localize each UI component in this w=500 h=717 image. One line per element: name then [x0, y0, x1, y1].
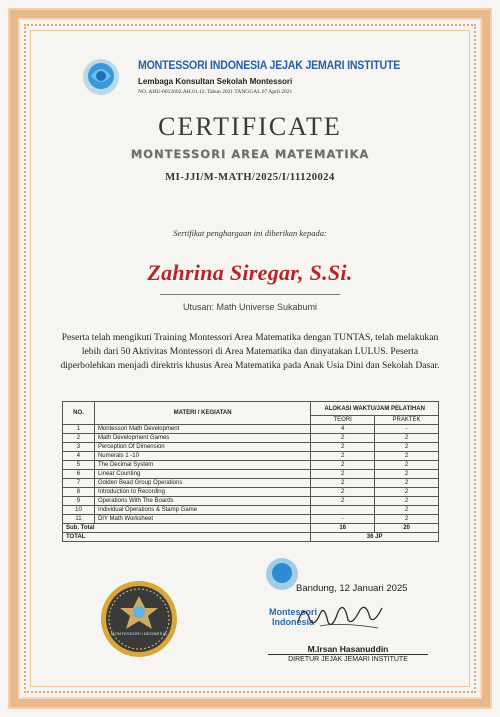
subtotal-praktek: 20 [375, 524, 439, 533]
subtotal-teori: 16 [311, 524, 375, 533]
table-row [63, 497, 439, 506]
certificate-subtitle: MONTESSORI AREA MATEMATIKA [130, 147, 370, 161]
row-praktek: 2 [375, 434, 439, 443]
row-no: 6 [63, 470, 95, 479]
row-teori: 4 [311, 425, 375, 434]
row-no: 8 [63, 488, 95, 497]
row-materi: Montessori Math Development [94, 425, 310, 434]
place-date: Bandung, 12 Januari 2025 [296, 583, 408, 594]
total-row [63, 533, 439, 542]
signature-icon [290, 592, 390, 636]
row-teori: 2 [311, 470, 375, 479]
certificate-body: Peserta telah mengikuti Training Montessori Area Matematika dengan TUNTAS, telah melakukan lebih dari 50 Aktivitas Montessori di Area Matematika dan dinyatakan LULUS. Peserta diperbolehkan menjadi direktris khusus Area Matematika pada Anak Usia Dini dan Sekolah Dasar. [60, 332, 440, 372]
row-no: 3 [63, 443, 95, 452]
header-alokasi: ALOKASI WAKTU/JAM PELATIHAN [311, 402, 439, 416]
row-materi: The Decimal System [94, 461, 310, 470]
row-no: 5 [63, 461, 95, 470]
row-no: 9 [63, 497, 95, 506]
row-no: 10 [63, 506, 95, 515]
row-materi: Individual Operations & Stamp Game [94, 506, 310, 515]
row-praktek: 2 [375, 443, 439, 452]
subtotal-label: Sub. Total [63, 524, 311, 533]
recipient-underline [160, 294, 340, 295]
seal-text: MONTESSORI INDONESIA [110, 631, 167, 636]
row-teori: 2 [311, 434, 375, 443]
row-materi: Golden Bead Group Operations [94, 479, 310, 488]
table-row [63, 434, 439, 443]
table-row [63, 461, 439, 470]
row-praktek: 2 [375, 470, 439, 479]
table-row [63, 506, 439, 515]
signer-title: DIRETUR JEJAK JEMARI INSTITUTE [288, 656, 408, 663]
row-no: 11 [63, 515, 95, 524]
row-teori: 2 [311, 479, 375, 488]
row-praktek: 2 [375, 497, 439, 506]
row-praktek: - [375, 425, 439, 434]
recipient-name: Zahrina Siregar, S.Si. [147, 260, 353, 285]
row-praktek: 2 [375, 479, 439, 488]
header-materi: MATERI / KEGIATAN [94, 402, 310, 425]
training-table [62, 401, 439, 542]
row-materi: Operations With The Boards [94, 497, 310, 506]
institute-name: MONTESSORI INDONESIA JEJAK JEMARI INSTITUTE [138, 60, 401, 72]
institute-subtitle: Lembaga Konsultan Sekolah Montessori [138, 77, 293, 86]
table-row [63, 515, 439, 524]
table-row [63, 488, 439, 497]
awarded-to-text: Sertifikat penghargaan ini diberikan kepada: [173, 228, 327, 238]
row-teori: 2 [311, 488, 375, 497]
row-no: 2 [63, 434, 95, 443]
row-praktek: 2 [375, 515, 439, 524]
row-praktek: 2 [375, 461, 439, 470]
row-praktek: 2 [375, 488, 439, 497]
total-value: 36 JP [311, 533, 439, 542]
seal-icon [98, 578, 180, 660]
row-materi: Perception Of Dimension [94, 443, 310, 452]
table-row [63, 443, 439, 452]
total-label: TOTAL [63, 533, 311, 542]
row-teori: 2 [311, 497, 375, 506]
row-materi: Introduction to Recording [94, 488, 310, 497]
subtotal-row [63, 524, 439, 533]
row-teori: 2 [311, 443, 375, 452]
row-teori [311, 506, 375, 515]
certificate-title: CERTIFICATE [158, 112, 342, 141]
row-teori: 2 [311, 452, 375, 461]
stamp-text-line-2: Indonesia [271, 617, 314, 627]
table-row [63, 452, 439, 461]
table-row [63, 470, 439, 479]
signer-name: M.Irsan Hasanuddin [307, 644, 389, 654]
row-teori: - [311, 515, 375, 524]
stamp-text-line-1: Montessori [268, 607, 317, 617]
stamp-logo-icon [264, 556, 300, 592]
signer-underline [268, 654, 428, 655]
row-materi: Numerals 1 -10 [94, 452, 310, 461]
institute-registration: NO. AHU-0012602.AH.01.12. Tahun 2021 TANGGAL 07 April 2021 [138, 89, 293, 95]
row-materi: DIY Math Worksheet [94, 515, 310, 524]
delegate-text: Utusan: Math Universe Sukabumi [182, 302, 318, 312]
table-row [63, 425, 439, 434]
header-teori: TEORI [311, 416, 375, 425]
row-materi: Math Development Games [94, 434, 310, 443]
row-no: 7 [63, 479, 95, 488]
row-no: 4 [63, 452, 95, 461]
row-praktek: 2 [375, 506, 439, 515]
certificate-number: MI-JJI/M-MATH/2025/I/11120024 [165, 172, 335, 183]
header-praktek: PRAKTEK [375, 416, 439, 425]
row-teori: 2 [311, 461, 375, 470]
row-no: 1 [63, 425, 95, 434]
row-materi: Linear Counting [94, 470, 310, 479]
table-row [63, 479, 439, 488]
header-no: NO. [63, 402, 95, 425]
row-praktek: 2 [375, 452, 439, 461]
institute-logo-icon [80, 56, 122, 98]
